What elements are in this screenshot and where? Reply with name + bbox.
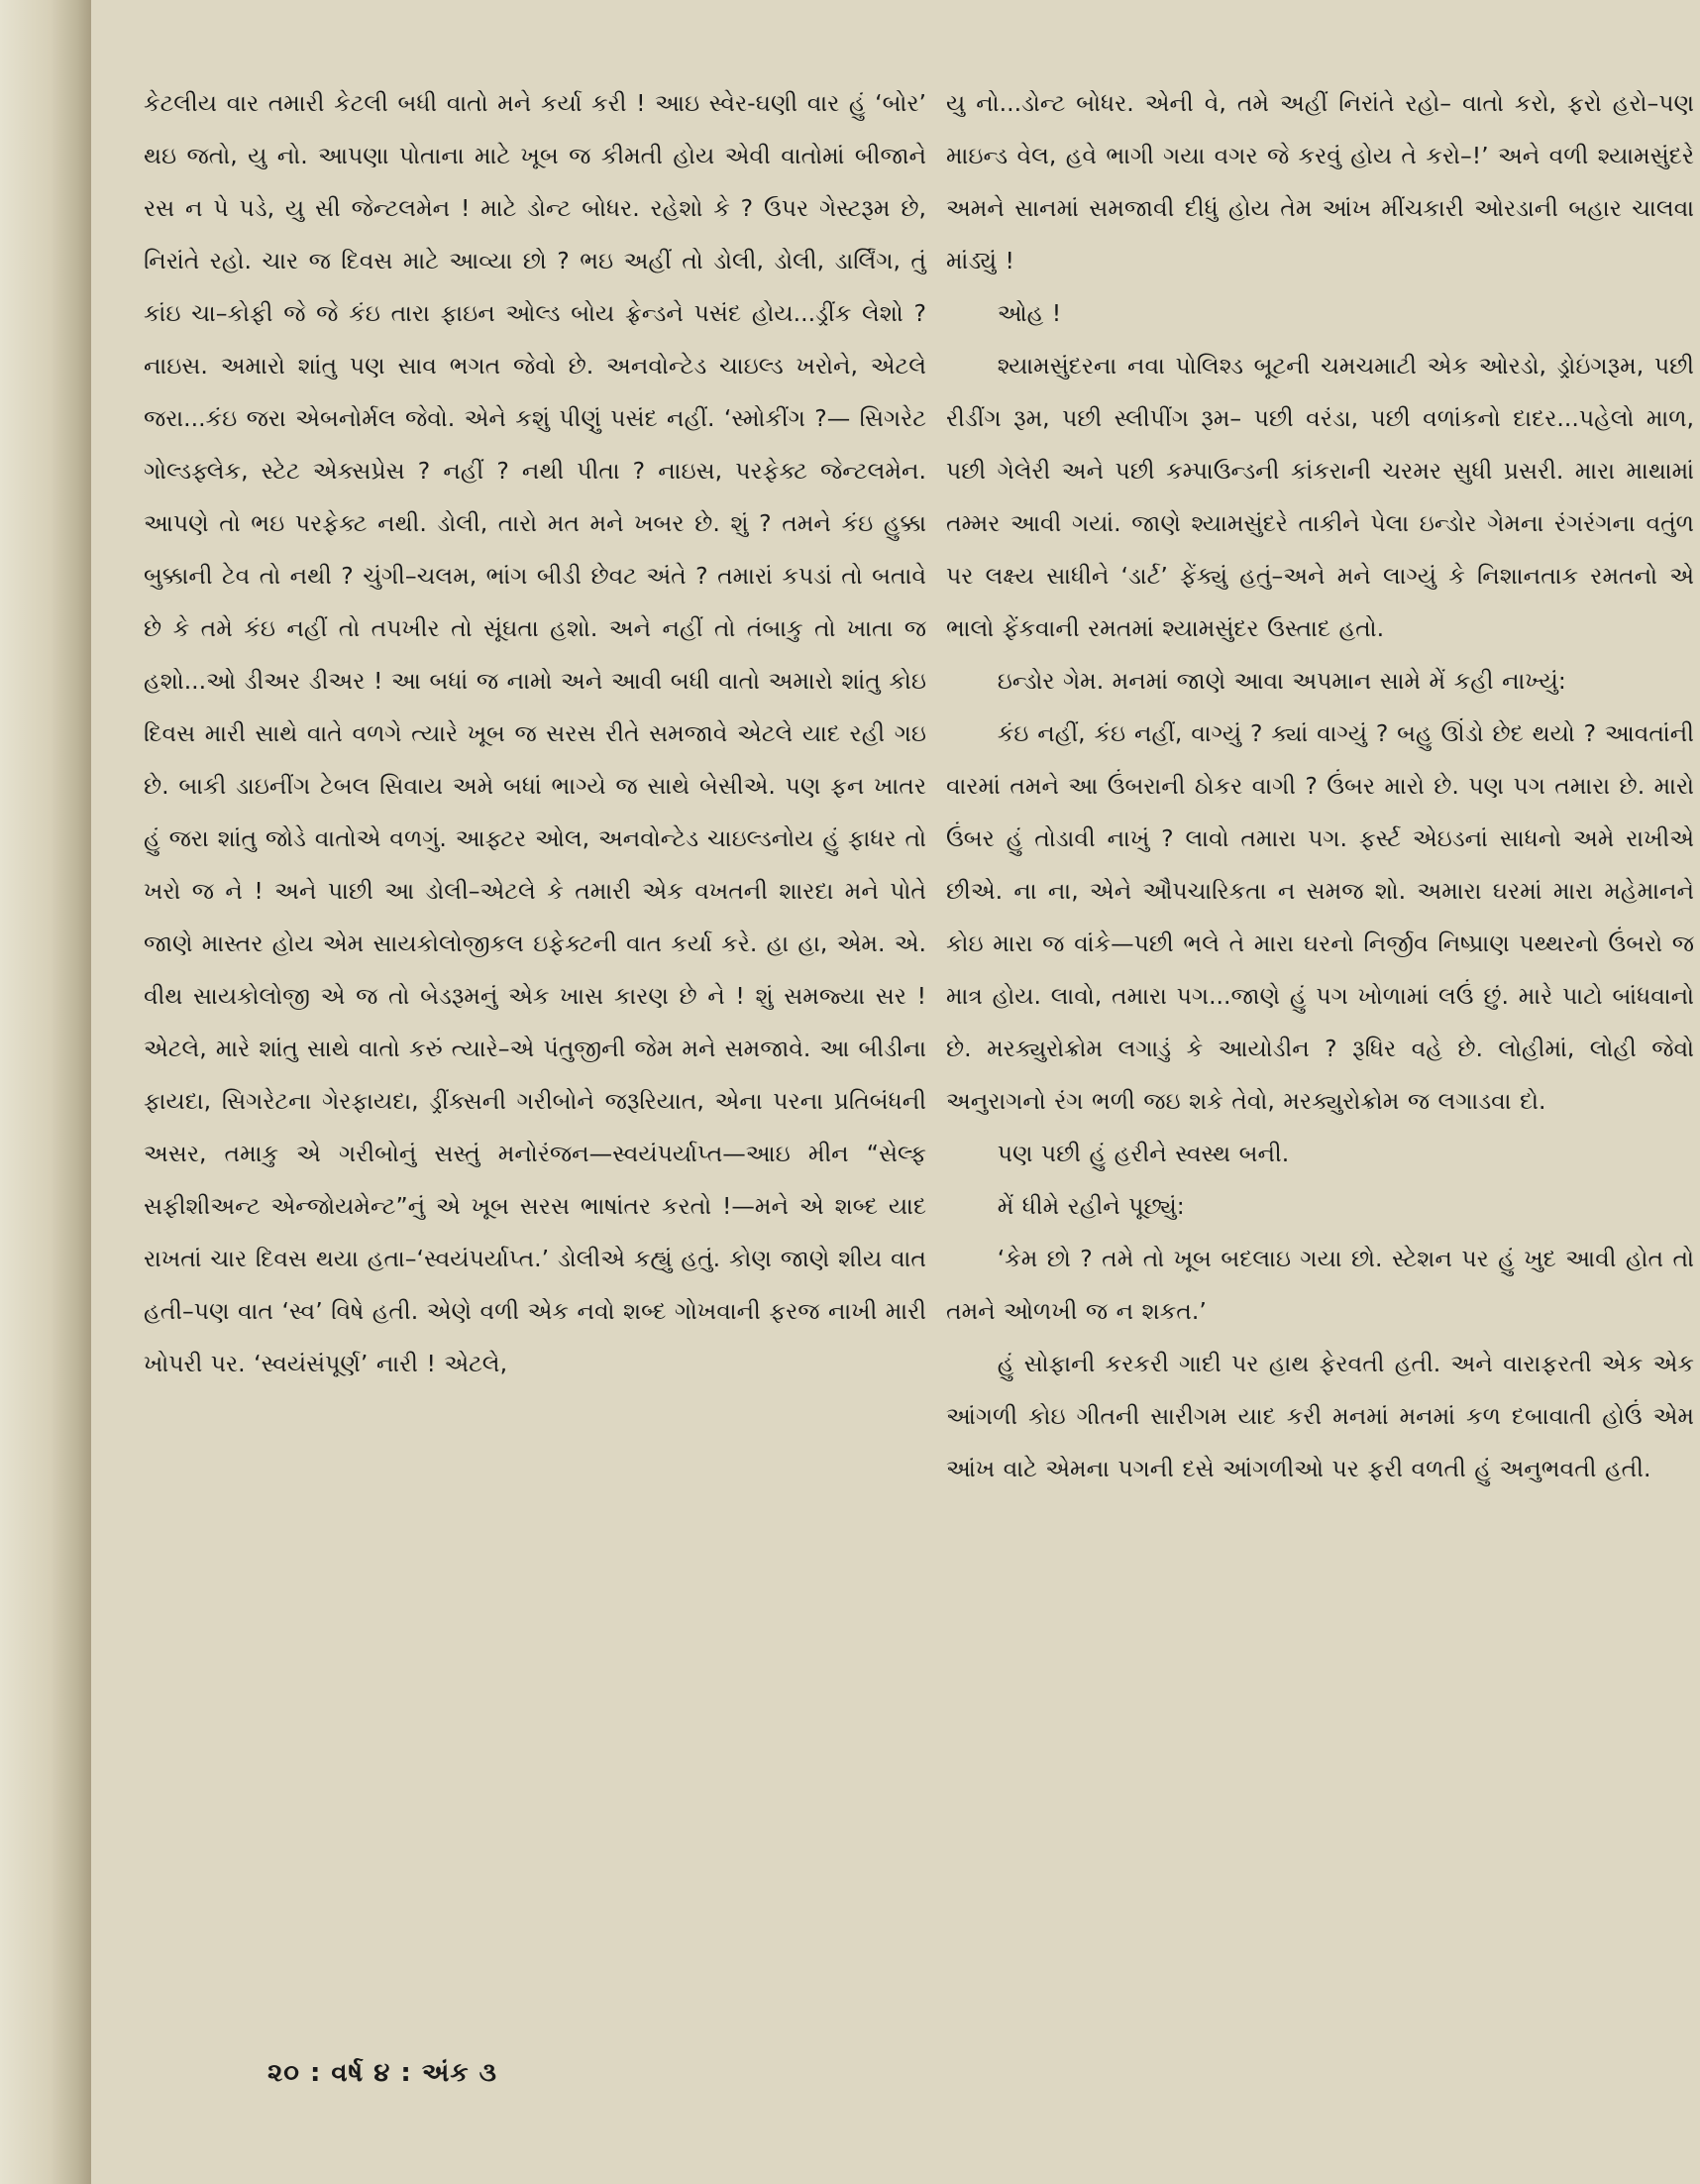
paragraph: ‘કેમ છો ? તમે તો ખૂબ બદલાઇ ગયા છો. સ્ટેશન પર હું ખુદ આવી હોત તો તમને ઓળખી જ ન શકત.’ — [946, 1245, 1694, 1325]
paragraph: હું સોફાની કરકરી ગાદી પર હાથ ફેરવતી હતી. અને વારાફરતી એક એક આંગળી કોઇ ગીતની સારીગમ યાદ કરી મનમાં મનમાં કળ દબાવાતી હોઉં એમ આંખ વાટે એમના પગની દસે આંગળીઓ પર ફરી વળતી હું અનુભવતી હતી. — [946, 1350, 1694, 1482]
book-gutter — [0, 0, 91, 2184]
paragraph: પણ પછી હું હરીને સ્વસ્થ બની. — [997, 1140, 1290, 1167]
paragraph: કંઇ નહીં, કંઇ નહીં, વાગ્યું ? ક્યાં વાગ્યું ? બહુ ઊંડો છેદ થયો ? આવતાંની વારમાં તમને આ ઉંબરાની ઠોકર વાગી ? ઉંબર મારો છે. પણ પગ તમારા છે. મારો ઉંબર હું તોડાવી નાખું ? લાવો તમારા પગ. ફર્સ્ટ એઇડનાં સાધનો અમે રાખીએ છીએ. ના ના, એને ઔપચારિકતા ન સમજ શો. અમારા ઘરમાં મારા મહેમાનને કોઇ મારા જ વાંકે—પછી ભલે તે મારા ઘરનો નિર્જીવ નિષ્પ્રાણ પથ્થરનો ઉંબરો જ માત્ર હોય. લાવો, તમારા પગ...જાણે હું પગ ખોળામાં લઉં છું. મારે પાટો બાંધવાનો છે. મરક્યુરોક્રોમ લગાડું કે આયોડીન ? રૂધિર વહે છે. લોહીમાં, લોહી જેવો અનુરાગનો રંગ ભળી જઇ શકે તેવો, મરક્યુરોક્રોમ જ લગાડવા દો. — [946, 719, 1694, 1115]
right-column — [946, 77, 1694, 1495]
paragraph: ઇન્ડોર ગેમ. મનમાં જાણે આવા અપમાન સામે મેં કહી નાખ્યું: — [997, 667, 1566, 695]
paragraph: ઓહ ! — [997, 299, 1062, 327]
paragraph: મેં ધીમે રહીને પૂછ્યું: — [997, 1192, 1185, 1220]
paragraph: કેટલીય વાર તમારી કેટલી બધી વાતો મને કર્યા કરી ! આઇ સ્વેર-ઘણી વાર હું ‘બોર’ થઇ જતો, યુ નો. આપણા પોતાના માટે ખૂબ જ કીમતી હોય એવી વાતોમાં બીજાને રસ ન પે પડે, યુ સી જેન્ટલમેન ! માટે ડોન્ટ બોધર. રહેશો કે ? ઉપર ગેસ્ટરૂમ છે, નિરાંતે રહો. ચાર જ દિવસ માટે આવ્યા છો ? ભઇ અહીં તો ડોલી, ડોલી, ડાર્લિંગ, તું કાંઇ ચા–કોફી જે જે કંઇ તારા ફાઇન ઓલ્ડ બોય ફ્રેન્ડને પસંદ હોય...ડ્રીંક લેશો ? નાઇસ. અમારો શાંતુ પણ સાવ ભગત જેવો છે. અનવોન્ટેડ ચાઇલ્ડ ખરોને, એટલે જરા...કંઇ જરા એબનોર્મલ જેવો. એને કશું પીણું પસંદ નહીં. ‘સ્મોકીંગ ?— સિગરેટ ગોલ્ડફ્લેક, સ્ટેટ એક્સપ્રેસ ? નહીં ? નથી પીતા ? નાઇસ, પરફેક્ટ જેન્ટલમેન. આપણે તો ભઇ પરફેક્ટ નથી. ડોલી, તારો મત મને ખબર છે. શું ? તમને કંઇ હુક્કા બુક્કાની ટેવ તો નથી ? ચુંગી–ચલમ, ભાંગ બીડી છેવટ અંતે ? તમારાં કપડાં તો બતાવે છે કે તમે કંઇ નહીં તો તપખીર તો સૂંઘતા હશો. અને નહીં તો તંબાકુ તો ખાતા જ હશો...ઓ ડીઅર ડીઅર ! આ બધાં જ નામો અને આવી બધી વાતો અમારો શાંતુ કોઇ દિવસ મારી સાથે વાતે વળગે ત્યારે ખૂબ જ સરસ રીતે સમજાવે એટલે યાદ રહી ગઇ છે. બાકી ડાઇનીંગ ટેબલ સિવાય અમે બધાં ભાગ્યે જ સાથે બેસીએ. પણ ફન ખાતર હું જરા શાંતુ જોડે વાતોએ વળગું. આફ્ટર ઓલ, અનવોન્ટેડ ચાઇલ્ડનોય હું ફાધર તો ખરો જ ને ! અને પાછી આ ડોલી–એટલે કે તમારી એક વખતની શારદા મને પોતે જાણે માસ્તર હોય એમ સાયકોલોજીકલ ઇફેક્ટની વાત કર્યા કરે. હા હા, એમ. એ. વીથ સાયકોલોજી એ જ તો બેડરૂમનું એક ખાસ કારણ છે ને ! શું સમજ્યા સર ! એટલે, મારે શાંતુ સાથે વાતો કરું ત્યારે–એ પંતુજીની જેમ મને સમજાવે. આ બીડીના ફાયદા, સિગરેટના ગેરફાયદા, ડ્રીંક્સની ગરીબોને જરૂરિયાત, એના પરના પ્રતિબંધની અસર, તમાકુ એ ગરીબોનું સસ્તું મનોરંજન—સ્વયંપર્યાપ્ત—આઇ મીન “સેલ્ફ સફીશીઅન્ટ એન્જોયમેન્ટ”નું એ ખૂબ સરસ ભાષાંતર કરતો !—મને એ શબ્દ યાદ રાખતાં ચાર દિવસ થયા હતા–‘સ્વયંપર્યાપ્ત.’ ડોલીએ કહ્યું હતું. કોણ જાણે શીય વાત હતી–પણ વાત ‘સ્વ’ વિષે હતી. એણે વળી એક નવો શબ્દ ગોખવાની ફરજ નાખી મારી ખોપરી પર. ‘સ્વયંસંપૂર્ણ’ નારી ! એટલે, — [144, 89, 926, 1377]
paragraph: યુ નો...ડોન્ટ બોધર. એની વે, તમે અહીં નિરાંતે રહો– વાતો કરો, ફરો હરો–પણ માઇન્ડ વેલ, હવે ભાગી ગયા વગર જે કરવું હોય તે કરો–!’ અને વળી શ્યામસુંદરે અમને સાનમાં સમજાવી દીધું હોય તેમ આંખ મીંચકારી ઓરડાની બહાર ચાલવા માંડ્યું ! — [946, 89, 1694, 274]
page-footer: ૨૦ : વર્ષ ૪ : અંક ૩ — [267, 2058, 497, 2088]
left-column — [144, 77, 926, 1390]
paragraph: શ્યામસુંદરના નવા પોલિશ્ડ બૂટની ચમચમાટી એક ઓરડો, ડ્રોઇંગરૂમ, પછી રીડીંગ રૂમ, પછી સ્લીપીંગ રૂમ– પછી વરંડા, પછી વળાંકનો દાદર...પહેલો માળ, પછી ગેલેરી અને પછી કમ્પાઉન્ડની કાંકરાની ચરમર સુધી પ્રસરી. મારા માથામાં તમ્મર આવી ગયાં. જાણે શ્યામસુંદરે તાકીને પેલા ઇન્ડોર ગેમના રંગરંગના વતુંળ પર લક્ષ્ય સાધીને ‘ડાર્ટ’ ફેંક્યું હતું–અને મને લાગ્યું કે નિશાનતાક રમતનો એ ભાલો ફેંકવાની રમતમાં શ્યામસુંદર ઉસ્તાદ હતો. — [946, 352, 1694, 642]
